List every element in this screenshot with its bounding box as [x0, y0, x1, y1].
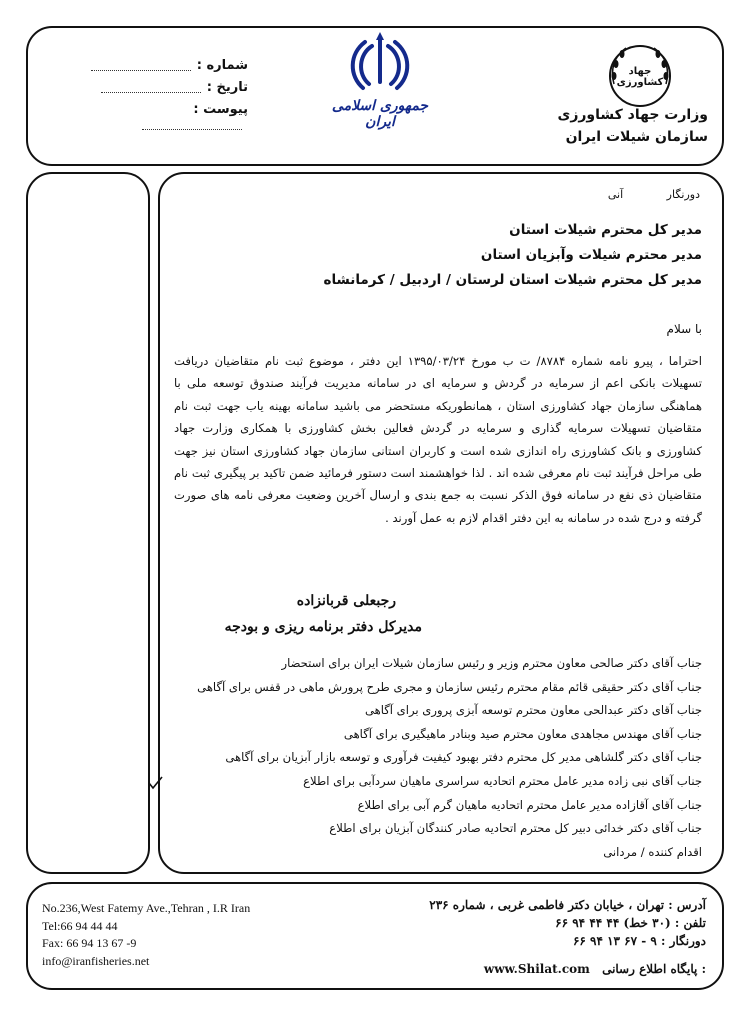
number-blank: [91, 60, 191, 71]
logo-text: جهاد کشاورزی: [616, 66, 664, 88]
attachment-blank: [142, 119, 242, 130]
letter-body-text: احتراما ، پیرو نامه شماره ۸۷۸۴/ ت ب مورخ ۱۳۹۵/۰۳/۲۴ این دفتر ، موضوع ثبت نام متقاضیان دریافت تسهیلات بانکی اعم از سرمایه در گردش و سرمایه ای در سامانه مدیریت فرآیند صندوق توسعه ملی با هماهنگی سازمان جهاد کشاورزی استان ، همانطوریکه مستحضر می باشید سامانه بهینه یاب جهت ثبت نام متقاضیان تسهیلات سرمایه گذاری و سرمایه در گردش فعالین بخش کشاورزی با همکاری وزارت جهاد کشاورزی و بانک کشاورزی راه اندازی شده است و کاربران استانی سازمان جهاد کشاورزی استان نیز جهت طی مراحل فرآیند ثبت نام معرفی شده اند . لذا خواهشمند است دستور فرمائید ضمن تاکید بر پیگیری ثبت نام متقاضیان ذی نفع در سامانه فوق الذکر نسبت به جمع بندی و ارسال آخرین وضعیت معرفی نامه های صورت گرفته و درج شده در سامانه به این دفتر اقدام لازم به عمل آورند .: [174, 354, 702, 525]
emblem-icon: [345, 32, 415, 92]
number-label: شماره :: [196, 58, 248, 73]
footer-address-en: No.236,West Fatemy Ave.,Tehran , I.R Iran: [42, 901, 251, 915]
emblem-caption: جمهوری اسلامی ایران: [331, 98, 429, 130]
addressee-1: مدیر کل محترم شیلات استان: [509, 222, 702, 238]
footer-fax-en: Fax: 66 94 13 67 -9: [42, 936, 137, 950]
footer-english-contact: [42, 900, 250, 970]
ministry-name: وزارت جهاد کشاورزی: [557, 107, 708, 123]
signatory-name: رجبعلی قربانزاده: [296, 593, 396, 609]
signature-block: [182, 588, 422, 640]
footer-website-label: پایگاه اطلاع رسانی :: [602, 962, 706, 976]
distribution-fax: دورنگار: [666, 188, 700, 201]
cc-item: جناب آقای دکتر خدائی دبیر کل محترم اتحادیه صادر کنندگان آبزیان برای اطلاع: [329, 821, 702, 836]
cc-item: جناب آقای آقازاده مدیر عامل محترم اتحادیه ماهیان گرم آبی برای اطلاع: [357, 797, 702, 812]
attachment-label: پیوست :: [193, 102, 248, 117]
cc-item: جناب آقای نبی زاده مدیر عامل محترم اتحادیه سراسری ماهیان سردآبی برای اطلاع: [303, 773, 702, 788]
distribution-line: [160, 188, 700, 201]
date-label: تاریخ :: [206, 80, 248, 95]
footer-website-line: [484, 962, 706, 976]
footer-tel-fa: تلفن : (۳۰ خط) ۴۴ ۴۴ ۹۴ ۶۶: [555, 916, 706, 930]
greeting: با سلام: [666, 322, 702, 336]
letter-body-panel: [158, 172, 724, 874]
addressee-list: [182, 218, 702, 293]
cc-item: جناب آقای دکتر صالحی معاون محترم وزیر و رئیس سازمان شیلات ایران برای استحضار: [281, 656, 702, 670]
attachment-field: [88, 102, 248, 132]
letterhead-footer: [26, 882, 724, 990]
footer-website-url: www.Shilat.com: [483, 962, 590, 976]
cc-item: جناب آقای دکتر عبدالحی معاون محترم توسعه آبزی پروری برای آگاهی: [364, 703, 702, 718]
footer-address-fa: آدرس : تهران ، خیابان دکتر فاطمی غربی ، شماره ۲۳۶: [429, 898, 706, 912]
addressee-3: مدیر کل محترم شیلات استان لرستان / اردبیل / کرمانشاه: [323, 272, 702, 288]
footer-email: info@iranfisheries.net: [42, 953, 150, 968]
addressee-2: مدیر محترم شیلات وآبزیان استان: [480, 247, 702, 263]
cc-action-by: اقدام کننده / مردانی: [603, 844, 702, 859]
footer-fax-fa: دورنگار : ۹ - ۶۷ ۱۳ ۹۴ ۶۶: [572, 934, 706, 948]
ministry-logo: [604, 40, 676, 112]
signatory-title: مدیرکل دفتر برنامه ریزی و بودجه: [224, 619, 422, 635]
cc-item: جناب آقای دکتر گلشاهی مدیر کل محترم دفتر بهبود کیفیت فرآوری و توسعه بازار آبزیان برای آگاهی: [225, 750, 702, 765]
cc-item: جناب آقای مهندس مجاهدی معاون محترم صید وبنادر ماهیگیری برای آگاهی: [343, 726, 702, 741]
distribution-urgent: آنی: [607, 188, 624, 201]
cc-item: جناب آقای دکتر حقیقی قائم مقام محترم رئیس سازمان و مجری طرح پرورش ماهی در قفس برای آگاهی: [197, 679, 702, 694]
ministry-name-block: [488, 104, 708, 148]
date-field: [88, 80, 248, 95]
checkmark-icon: [147, 775, 163, 791]
cc-list: [162, 652, 702, 864]
footer-tel-en: Tel:66 94 44 44: [42, 918, 118, 933]
iran-emblem: [325, 32, 435, 130]
number-field: [88, 58, 248, 73]
letter-margin-panel: [26, 172, 150, 874]
organization-name: سازمان شیلات ایران: [565, 129, 708, 145]
date-blank: [101, 82, 201, 93]
footer-persian-contact: [366, 896, 706, 950]
